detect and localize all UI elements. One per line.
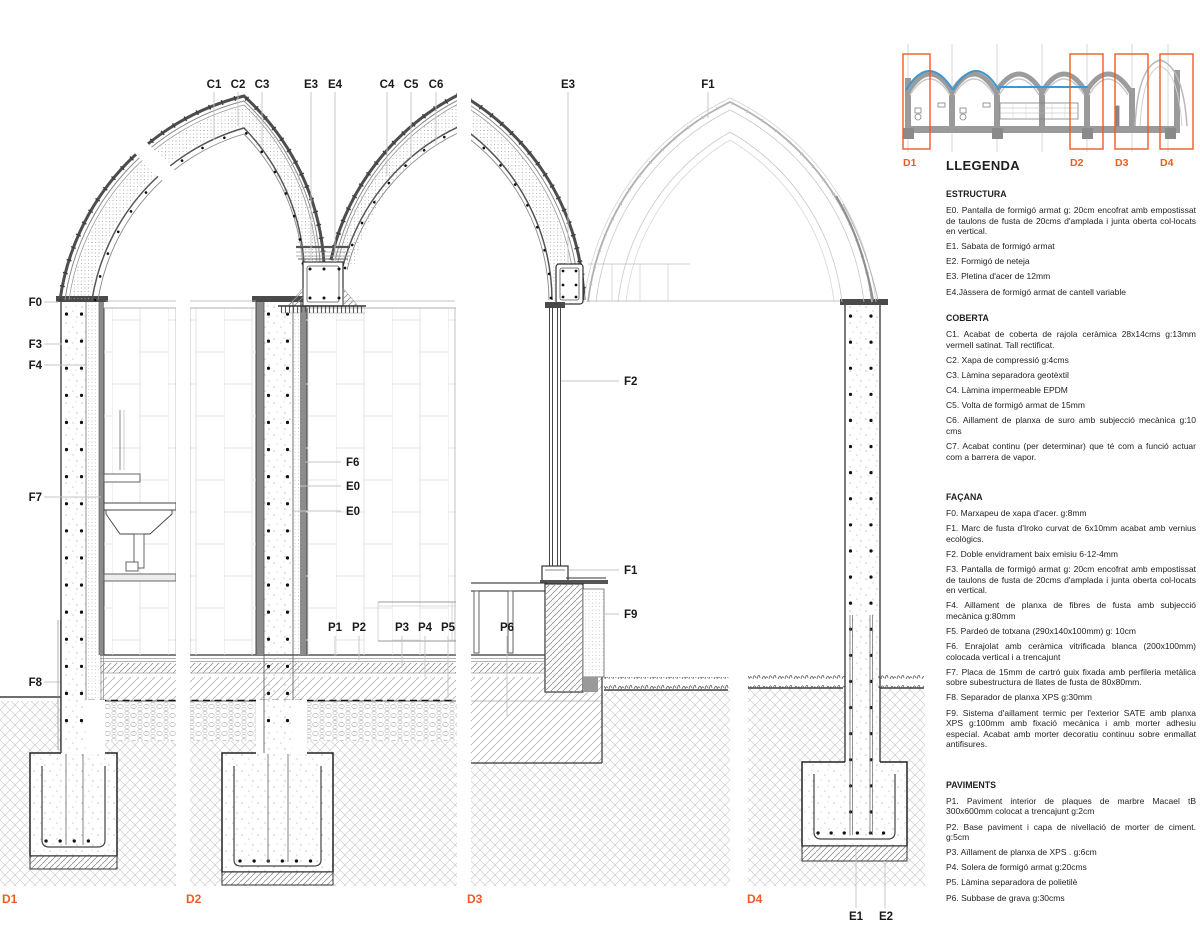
interior-finishes [104, 301, 840, 655]
callout-d3: D3 [467, 892, 483, 906]
legend-item: E1. Sabata de formigó armat [946, 241, 1055, 252]
legend-item: P2. Base paviment i capa de nivellació de morter de ciment. g:5cm [946, 821, 1196, 843]
callout-f4: F4 [28, 360, 42, 372]
grass [748, 675, 845, 688]
window-arch-elevation [584, 98, 878, 302]
legend-title: LLEGENDA [946, 158, 1020, 173]
plinth-sate [545, 584, 604, 692]
legend-item: F6. Enrajolat amb ceràmica vitrificada blanca (200x100mm) colocada vertical i a trencajunt [946, 641, 1196, 662]
callout-p4: P4 [417, 622, 433, 634]
legend-item: E3. Pletina d'acer de 12mm [946, 271, 1051, 282]
legend-item: P3. Aïllament de planxa de XPS . g:6cm [946, 847, 1097, 858]
callout-e3: E3 [303, 79, 319, 91]
legend-item: F9. Sistema d'aillament termic per l'exterior SATE amb planxa XPS g:100mm amb fixació mecànica i amb morter adhesiu especial. Acabat amb morter decoratiu continuu sobre enmallat antifisures. [946, 707, 1196, 750]
callout-e4: E4 [327, 79, 343, 91]
grass [878, 675, 924, 688]
double-glazing [545, 302, 565, 566]
callout-c4: C4 [379, 79, 395, 91]
callout-f1: F1 [701, 79, 715, 91]
legend-groups [946, 189, 1196, 903]
footing-d4 [802, 762, 907, 861]
callout-f6: F6 [346, 457, 360, 469]
legend-item: F5. Pardeó de totxana (290x140x100mm) g: 10cm [946, 625, 1136, 636]
legend-item: F1. Marc de fusta d'Iroko curvat de 6x10mm acabat amb vernius ecològics. [946, 523, 1196, 544]
legend-item: E2. Formigó de neteja [946, 256, 1030, 267]
legend-item: F4. Aillament de planxa de fibres de fusta amb subjecció mecànica g:80mm [946, 600, 1196, 621]
legend-item: C6. Aillament de planxa de suro amb subjecció mecànica g:10 cms [946, 415, 1196, 436]
legend-item: P4. Solera de formigó armat g:20cms [946, 862, 1087, 873]
legend-group [946, 492, 1196, 750]
keyplan-label-d2: D2 [1070, 157, 1084, 169]
legend-group [946, 780, 1196, 903]
legend-item: C5. Volta de formigó armat de 15mm [946, 400, 1085, 411]
callout-c1: C1 [206, 79, 222, 91]
callout-d1: D1 [2, 892, 18, 906]
legend [946, 158, 1196, 908]
callout-f9: F9 [624, 609, 638, 621]
callout-e0: E0 [346, 506, 361, 518]
callout-p1: P1 [327, 622, 343, 634]
legend-item: C3. Làmina separadora geotèxtil [946, 369, 1069, 380]
legend-item: C2. Xapa de compressió g:4cms [946, 354, 1069, 365]
e3-steel-rib [556, 264, 583, 304]
keyplan-label-d3: D3 [1115, 157, 1129, 169]
legend-heading: ESTRUCTURA [946, 189, 1007, 199]
legend-item: E0. Pantalla de formigó armat g: 20cm encofrat amb empostissat de taulons de fusta de 20cms d'amplada i junta oberta col-locats en vertical. [946, 205, 1196, 237]
callout-e0: E0 [346, 481, 361, 493]
arch-insulation-band [345, 114, 564, 300]
callout-c2: C2 [230, 79, 246, 91]
legend-item: F2. Doble envidrament baix emisiu 6-12-4mm [946, 548, 1118, 559]
callout-d2: D2 [186, 892, 202, 906]
callout-e3: E3 [560, 79, 576, 91]
legend-item: C1. Acabat de coberta de rajola ceràmica 28x14cms g:13mm vermell satinat. Tall rectificat. [946, 329, 1196, 350]
keyplan [903, 44, 1193, 169]
callout-f7: F7 [28, 492, 42, 504]
table-bench [466, 583, 546, 653]
timber-frame-f1 [540, 566, 608, 584]
legend-group [946, 313, 1196, 462]
callout-f3: F3 [28, 339, 42, 351]
callout-f0: F0 [28, 297, 42, 309]
legend-heading: PAVIMENTS [946, 779, 997, 790]
callout-f8: F8 [28, 677, 42, 689]
grass [604, 677, 730, 690]
callout-c6: C6 [428, 79, 444, 91]
callout-e1: E1 [848, 911, 864, 923]
callout-f2: F2 [624, 376, 638, 388]
callout-p5: P5 [440, 622, 456, 634]
keyplan-label-d4: D4 [1160, 157, 1174, 169]
keyplan-floor-slab [905, 126, 1180, 133]
legend-group [946, 189, 1196, 297]
callout-p6: P6 [499, 622, 515, 634]
legend-item: F7. Placa de 15mm de cartró guix fixada amb perfileria metàlica sobre subestructura de llates de fusta de 80x80mm. [946, 666, 1196, 688]
callout-e2: E2 [878, 911, 894, 923]
legend-item: P5. Làmina separadora de polietilè [946, 877, 1078, 888]
legend-item: C7. Acabat continu (per determinar) que té com a funció actuar com a barrera de vapor. [946, 440, 1196, 462]
legend-item: C4. Làmina impermeable EPDM [946, 385, 1068, 396]
callout-d4: D4 [747, 892, 763, 906]
legend-item: F0. Marxapeu de xapa d'acer. g:8mm [946, 508, 1087, 519]
callout-c3: C3 [254, 79, 270, 91]
legend-item: F8. Separador de planxa XPS g:30mm [946, 692, 1092, 703]
legend-item: P1. Paviment interior de plaques de marbre Macael tB 300x600mm colocat a trencajunt g:2cm [946, 795, 1196, 817]
callout-p2: P2 [351, 622, 367, 634]
legend-item: F3. Pantalla de formigó armat g: 20cm encofrat amb empostissat de taulons de fusta de 20cms d'amplada i junta oberta col-locats en vertical. [946, 563, 1196, 596]
callout-c5: C5 [403, 79, 419, 91]
keyplan-label-d1: D1 [903, 157, 917, 169]
legend-heading: COBERTA [946, 313, 989, 324]
callout-p3: P3 [394, 622, 410, 634]
legend-heading: FAÇANA [946, 492, 983, 503]
legend-item: E4.Jàssera de formigó armat de cantell variable [946, 286, 1127, 297]
legend-item: P6. Subbase de grava g:30cms [946, 892, 1065, 903]
callout-f1: F1 [624, 565, 638, 577]
window-d3 [466, 264, 608, 692]
